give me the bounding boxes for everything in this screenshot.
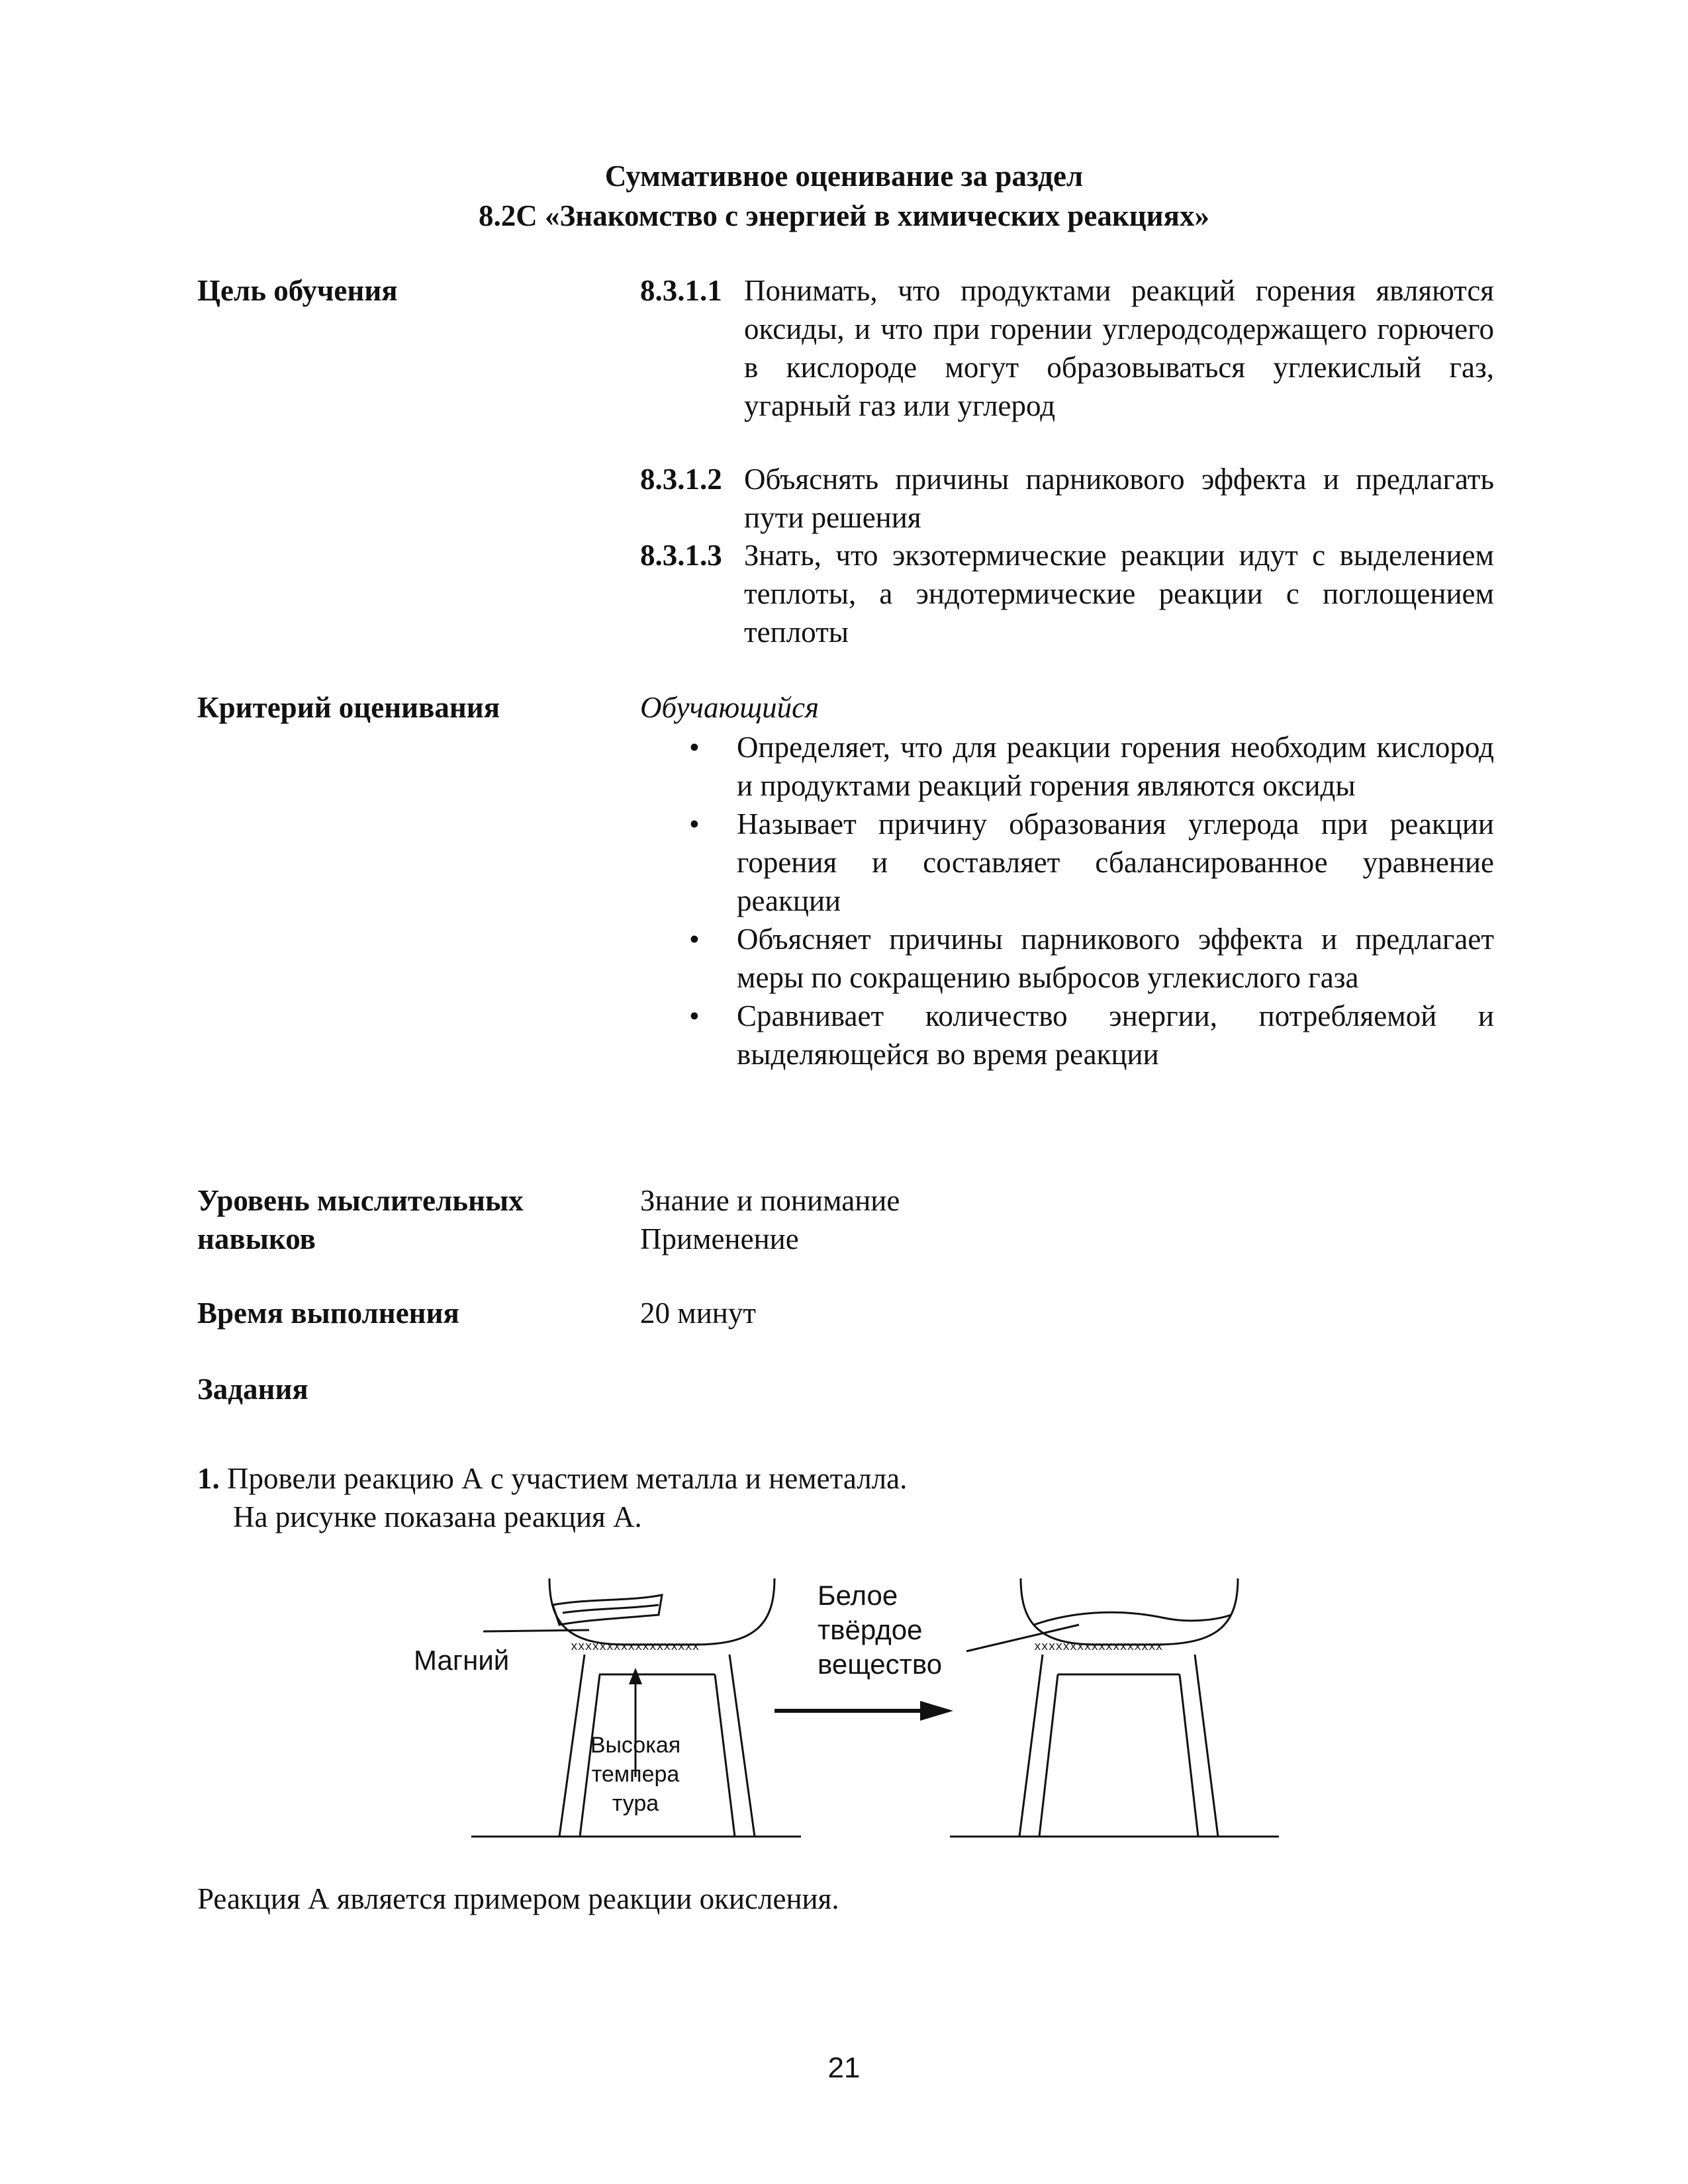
task1-statement: Реакция А является примером реакции окисления. [197,1882,839,1915]
thinking-level-label-line2: навыков [197,1222,316,1255]
bullet-icon: • [689,923,700,956]
bullet-icon: • [689,807,700,841]
stand-leg [1039,1674,1058,1837]
thinking-level-value-line2: Применение [640,1222,799,1255]
page-number: 21 [827,2052,861,2084]
task1-text: Провели реакцию А с участием металла и неметалла. [227,1462,908,1495]
label-magnesium: Магний [414,1645,510,1676]
task1-number: 1. [197,1462,220,1495]
learning-goal-label: Цель обучения [197,274,398,307]
thinking-level-label-line1: Уровень мыслительных [197,1184,524,1217]
objective-text: Знать, что экзотермические реакции идут с выделением теплоты, а эндотермические реакции с поглощением теплоты [744,539,1494,649]
criteria-intro: Обучающийся [640,691,820,724]
objective-text: Понимать, что продуктами реакций горения являются оксиды, и что при горении углеродсодержащего горючего в кислороде могут образовываться углекислый газ, угарный газ или углерод [744,274,1494,422]
duration-label: Время выполнения [197,1297,459,1330]
duration-value: 20 минут [640,1297,757,1330]
svg-text:xxxxxxxxxxxxxxxxxx: xxxxxxxxxxxxxxxxxx [571,1641,700,1654]
criteria-item: • Называет причину образования углерода при реакции горения и составляет сбалансированное уравнение реакции [737,805,1494,920]
bullet-icon: • [689,731,700,764]
criteria-list [689,728,1494,1073]
objective-item [640,271,1494,425]
criteria-item: • Определяет, что для реакции горения необходим кислород и продуктами реакций горения являются оксиды [737,728,1494,805]
objective-code: 8.3.1.1 [640,274,722,307]
stand-leg [1019,1655,1043,1837]
crucible-right [1021,1578,1238,1645]
stand-leg [729,1655,755,1837]
label-high-temperature: Высокая темпера тура [590,1733,681,1816]
bullet-icon: • [689,999,700,1032]
white-product [1034,1612,1231,1625]
reaction-figure [414,1578,1297,1856]
criteria-label: Критерий оценивания [197,691,500,724]
objective-code: 8.3.1.2 [640,463,722,496]
criteria-item: • Объясняет причины парникового эффекта и предлагает меры по сокращению выбросов углекислого газа [737,920,1494,997]
criteria-item: • Сравнивает количество энергии, потребляемой и выделяющейся во время реакции [737,997,1494,1073]
objective-item [640,460,1494,537]
pointer-line [483,1630,589,1631]
task1-line2: На рисунке показана реакция А. [233,1500,642,1533]
stand-leg [715,1674,735,1837]
label-white-solid: Белое твёрдое вещество [818,1580,943,1680]
objective-code: 8.3.1.3 [640,539,722,572]
tasks-heading: Задания [197,1373,308,1406]
objective-item [640,536,1494,651]
document-title-line2: 8.2С «Знакомство с энергией в химических реакциях» [479,199,1209,232]
svg-text:xxxxxxxxxxxxxxxxxx: xxxxxxxxxxxxxxxxxx [1034,1641,1163,1654]
objective-text: Объяснять причины парникового эффекта и предлагать пути решения [744,463,1494,534]
task1-line1 [197,1459,907,1498]
thinking-level-value-line1: Знание и понимание [640,1184,900,1217]
document-title-line1: Суммативное оценивание за раздел [604,159,1084,193]
stand-leg [1195,1655,1218,1837]
stand-leg [1180,1674,1198,1837]
